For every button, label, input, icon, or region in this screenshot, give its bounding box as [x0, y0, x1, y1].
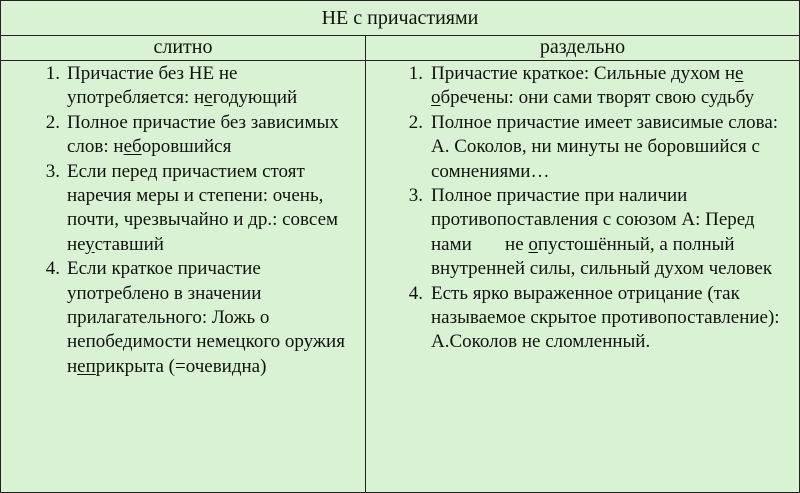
text-part: пустошённый, а полный внутренней силы, сильный духом человек — [431, 233, 773, 280]
text-part: Если краткое причастие употреблено в значении прилагательного: Ложь о непобедимости немецкого оружия н — [67, 258, 345, 377]
rule-number: 4. — [45, 258, 60, 280]
rule-list-separately — [366, 62, 799, 355]
column-header-together: слитно — [153, 36, 213, 58]
underlined-part: о — [528, 233, 538, 255]
rule-text — [431, 62, 797, 111]
text-part: бречены: они сами творят свою судьбу — [440, 87, 755, 109]
rule-number: 1. — [408, 63, 423, 84]
column-separately — [366, 62, 799, 492]
text-part: Причастие краткое: Сильные духом н — [431, 63, 736, 84]
underlined-part: у — [85, 233, 95, 255]
text-part: ставший — [94, 233, 164, 255]
rule-list-together — [1, 62, 365, 379]
rule-text — [67, 62, 363, 111]
text-part: Есть ярко выраженное отрицание (так называемое скрытое противопоставление): А.Соколов не сломленный. — [431, 282, 780, 353]
rule-number: 2. — [45, 111, 60, 133]
rule-number: 3. — [408, 185, 423, 207]
rule-item — [366, 62, 799, 111]
text-part: Полное причастие без зависимых слов: н — [67, 111, 339, 158]
text-part: годующий — [212, 87, 298, 109]
text-part: Если перед причастием стоят наречия меры и степени: очень, почти, чрезвычайно и др.: совсем не — [67, 160, 339, 255]
rule-item — [366, 184, 799, 282]
rule-text — [67, 257, 363, 379]
header-row — [1, 35, 799, 61]
rule-item — [1, 257, 365, 379]
text-part: оровшийся — [141, 136, 232, 158]
text-part: рикрыта (=очевидна) — [95, 355, 267, 377]
rule-text — [431, 111, 797, 184]
rule-item — [366, 282, 799, 355]
rule-text — [67, 111, 363, 160]
rule-text — [67, 160, 363, 258]
text-part: Причастие без НЕ не употребляется: н — [67, 63, 238, 109]
rule-item — [1, 111, 365, 160]
column-together — [1, 62, 365, 492]
rule-number: 2. — [408, 111, 423, 133]
table-title: НЕ с причастиями — [1, 1, 799, 36]
underlined-part: е о — [431, 63, 744, 109]
rule-text — [431, 282, 797, 355]
rule-number: 3. — [45, 160, 60, 182]
text-part: Полное причастие при наличии противопоставления с союзом А: Перед нами не — [431, 185, 760, 255]
column-header-separately: раздельно — [539, 36, 626, 58]
underlined-part: е — [204, 87, 213, 109]
underlined-part: еп — [77, 355, 96, 377]
rule-item — [1, 62, 365, 111]
rule-number: 1. — [45, 63, 60, 84]
rule-number: 4. — [408, 282, 423, 304]
rule-item — [366, 111, 799, 184]
text-part: Полное причастие имеет зависимые слова: А. Соколов, ни минуты не боровшийся с сомнениями… — [431, 111, 779, 182]
rule-text — [431, 184, 797, 282]
underlined-part: еб — [123, 136, 142, 158]
rule-item — [1, 160, 365, 258]
